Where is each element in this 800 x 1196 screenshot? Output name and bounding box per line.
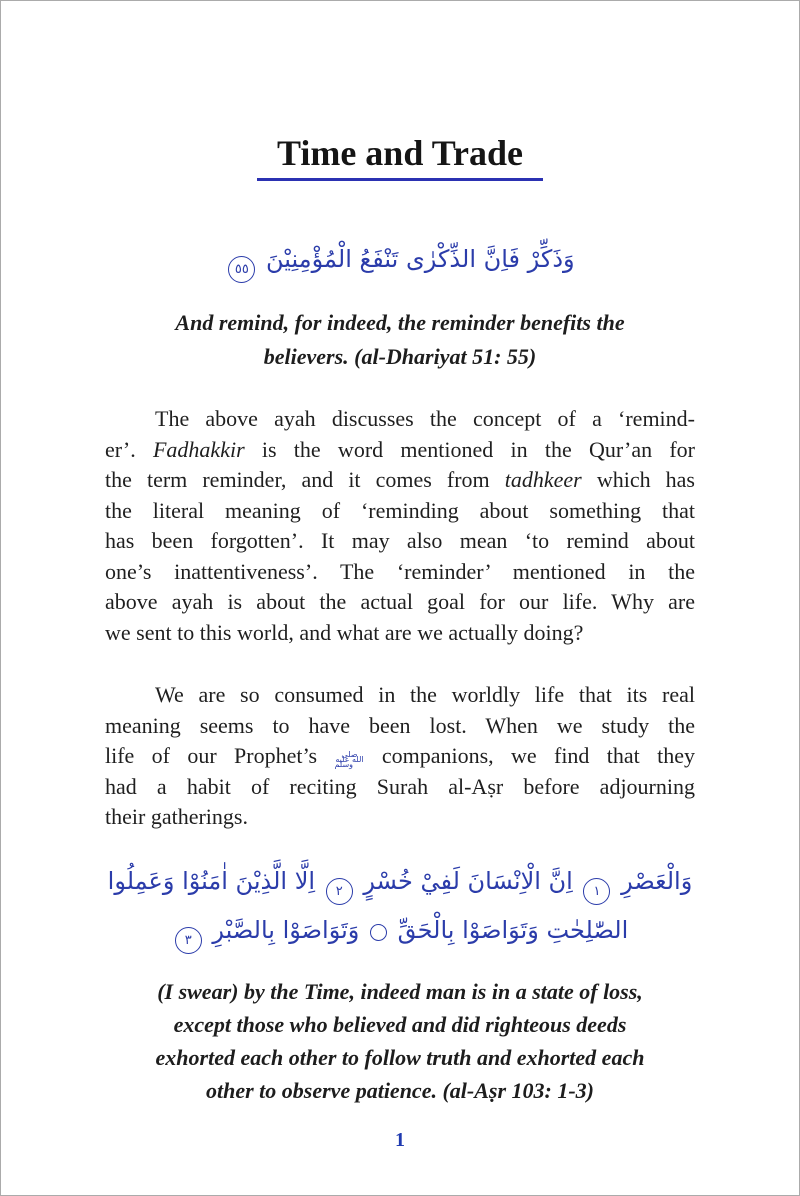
text-line [105,857,695,906]
text-run: their gatherings. [105,804,248,829]
text-run: is the word mentioned in the Qur’an for [244,436,695,462]
text-line [105,435,695,466]
text-run: above ayah is about the actual goal for our life. Why are [105,589,695,614]
text-line [105,618,695,649]
ayah-end-marker: ٢ [326,878,353,905]
title-underline-divider [257,178,543,181]
text-run: وَالْعَصْرِ [613,866,693,895]
text-line [105,772,695,803]
text-run: وَذَكِّرْ فَاِنَّ الذِّكْرٰى تَنْفَعُ الْمُؤْمِنِيْنَ [258,245,575,273]
ayah-end-marker: ١ [583,878,610,905]
text-line [105,802,695,833]
page-content [1,133,799,1152]
text-run: er’. [105,436,153,462]
text-run: companions, we find that they [364,743,695,768]
text-line [105,741,695,772]
text-run: The above ayah discusses the concept of a ‘remind- [155,406,695,431]
text-run: Fadhakkir [152,436,245,462]
ayah-end-marker: ٣ [175,927,202,954]
text-run: which has [581,467,695,492]
quran-verse-2-arabic [105,857,695,955]
text-run: life of our Prophet’s [105,743,335,768]
text-line: believers. (al-Dhariyat 51: 55) [263,344,537,369]
text-run: meaning seems to have been lost. When we study the [105,712,695,738]
text-line [105,496,695,527]
text-run: the literal meaning of ‘reminding about something that [105,497,695,523]
text-run: tadhkeer [504,467,582,492]
text-line: other to observe patience. (al-Aṣr 103: 1-3) [206,1077,594,1103]
text-line [105,906,695,955]
text-line [105,680,695,711]
text-line [105,557,695,588]
text-run: اِنَّ الْاِنْسَانَ لَفِيْ خُسْرٍ [355,866,581,895]
arabic-verse-line [105,235,695,284]
salawat-symbol: صلى الله عليه وسلم [334,750,364,769]
text-line [105,465,695,496]
waqf-marker [370,924,387,941]
text-line [105,587,695,618]
page-number: 1 [395,1128,405,1151]
ayah-end-marker: ٥٥ [228,256,255,283]
text-line: And remind, for indeed, the reminder benefits the [175,310,625,335]
text-run: we sent to this world, and what are we actually doing? [105,619,584,645]
text-run: one’s inattentiveness’. The ‘reminder’ mentioned in the [105,558,695,584]
text-run: the term reminder, and it comes from [105,467,505,492]
text-run: وَتَوَاصَوْا بِالصَّبْرِ [204,915,367,944]
text-line [105,711,695,742]
verse-2-translation [105,975,695,1107]
quran-verse-1-arabic [105,235,695,284]
verse-1-translation [105,306,695,374]
text-run: We are so consumed in the worldly life that its real [155,682,695,707]
text-line: except those who believed and did righteous deeds [173,1011,627,1037]
text-run: has been forgotten’. It may also mean ‘to remind about [105,528,695,553]
text-run: الصّٰلِحٰتِ وَتَوَاصَوْا بِالْحَقِّ [390,915,629,944]
body-paragraph-1 [105,404,695,648]
text-line: (I swear) by the Time, indeed man is in a state of loss, [157,978,643,1004]
text-run: اِلَّا الَّذِيْنَ اٰمَنُوْا وَعَمِلُوا [107,866,323,895]
page-title: Time and Trade [276,133,524,173]
text-line: exhorted each other to follow truth and exhorted each [155,1044,645,1070]
text-line [105,526,695,557]
text-line [105,404,695,435]
body-paragraph-2 [105,680,695,833]
text-run: had a habit of reciting Surah al-Aṣr before adjourning [105,773,695,799]
